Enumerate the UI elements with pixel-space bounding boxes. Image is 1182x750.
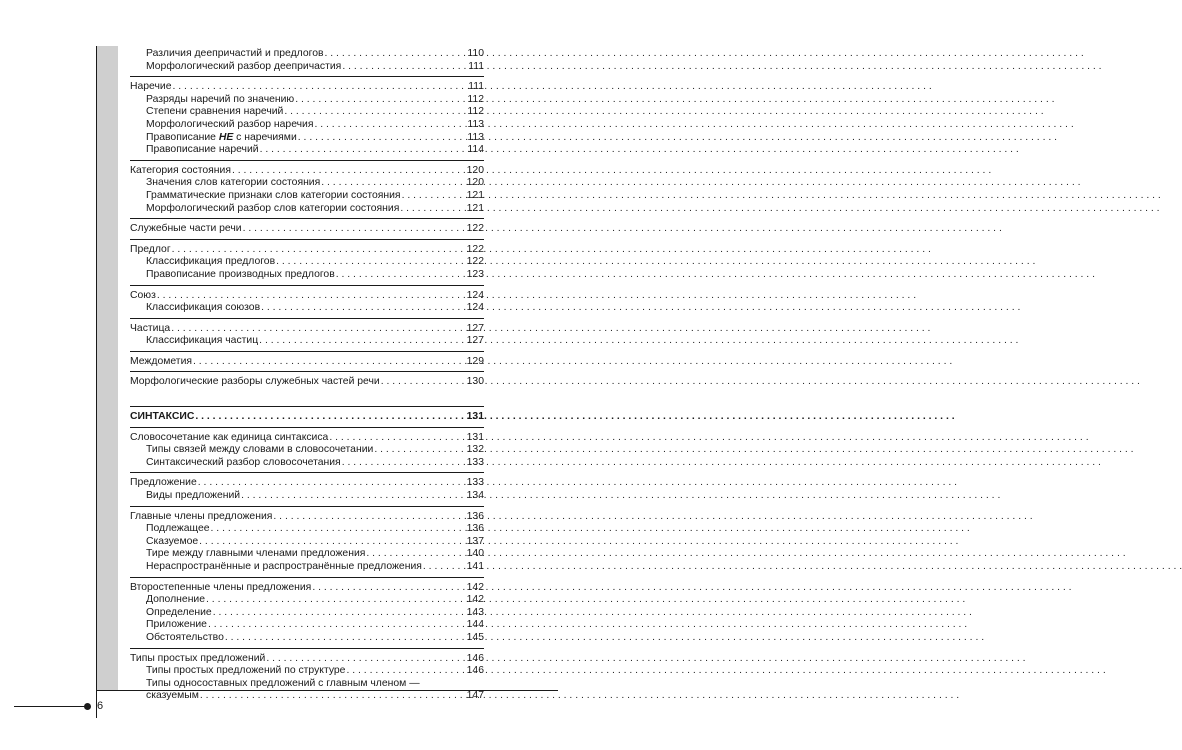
toc-page-number: 131	[466, 411, 484, 423]
dot-leader	[329, 432, 465, 445]
section-divider	[130, 76, 484, 77]
dot-leader	[342, 457, 466, 470]
toc-page-number: 111	[468, 60, 484, 72]
toc-entry-title: СИНТАКСИС	[130, 411, 195, 423]
dot-leader	[295, 94, 466, 107]
toc-entry-title: Морфологический разбор слов категории состояния	[146, 202, 400, 214]
section-divider	[130, 427, 484, 428]
toc-page-number: 122	[466, 243, 484, 255]
section-divider	[130, 648, 484, 649]
page-number: 6	[97, 700, 104, 712]
section-divider	[130, 406, 484, 407]
dot-leader	[241, 490, 466, 503]
toc-page-number: 130	[466, 376, 484, 388]
toc-subentry[interactable]	[130, 607, 484, 620]
toc-page-number: 136	[466, 523, 484, 535]
toc-entry[interactable]	[130, 356, 484, 369]
toc-entry[interactable]	[130, 432, 484, 445]
toc-page-number: 133	[466, 456, 484, 468]
section-divider	[130, 577, 484, 578]
toc-page-number: 120	[466, 164, 484, 176]
toc-page-number: 146	[466, 652, 484, 664]
toc-entry-title: Тире между главными членами предложения	[146, 548, 366, 560]
toc-entry-title: Типы простых предложений	[130, 652, 266, 664]
toc-entry-title: Определение	[146, 606, 212, 618]
dot-leader	[346, 665, 465, 678]
dot-leader	[342, 61, 467, 74]
toc-entry[interactable]	[130, 511, 484, 524]
toc-entry-title: Морфологический разбор наречия	[146, 118, 314, 130]
dot-leader	[273, 511, 465, 524]
toc-page-number: 146	[466, 665, 484, 677]
toc-subentry[interactable]	[130, 269, 484, 282]
dot-leader	[171, 323, 465, 336]
toc-page-number: 143	[466, 606, 484, 618]
dot-leader	[402, 190, 466, 203]
toc-entry-title: Правописание производных предлогов	[146, 268, 335, 280]
dot-leader	[261, 302, 466, 315]
toc-entry-title: Сказуемое	[146, 535, 199, 547]
dot-leader	[195, 411, 465, 424]
toc-subentry[interactable]	[130, 94, 484, 107]
toc-entry-title: Синтаксический разбор словосочетания	[146, 456, 341, 468]
toc-entry[interactable]	[130, 376, 484, 389]
toc-subentry[interactable]	[130, 48, 484, 61]
toc-subentry[interactable]	[130, 632, 484, 645]
toc-entry-title: Категория состояния	[130, 164, 231, 176]
section-divider	[130, 160, 484, 161]
toc-subentry[interactable]	[130, 256, 484, 269]
toc-page-number: 140	[466, 548, 484, 560]
toc-page-number: 124	[466, 302, 484, 314]
toc-entry[interactable]	[130, 223, 484, 236]
dot-leader	[211, 523, 466, 536]
toc-subentry[interactable]	[130, 335, 484, 348]
dot-leader	[266, 653, 465, 666]
toc-entry-title: Степени сравнения наречий	[146, 106, 284, 118]
dot-leader	[312, 582, 465, 595]
toc-entry-title: Правописание НЕ с наречиями	[146, 131, 297, 143]
section-divider	[130, 318, 484, 319]
toc-page-number: 142	[466, 594, 484, 606]
toc-subentry[interactable]	[130, 119, 484, 132]
toc-page-number: 120	[466, 177, 484, 189]
toc-page-number: 132	[466, 444, 484, 456]
dot-leader	[208, 619, 466, 632]
dot-leader	[193, 356, 466, 369]
left-margin-rule	[96, 46, 97, 718]
toc-entry-title: Типы связей между словами в словосочетании	[146, 444, 374, 456]
toc-entry-title: Виды предложений	[146, 490, 241, 502]
toc-subentry[interactable]	[130, 61, 484, 74]
toc-subentry[interactable]	[130, 561, 484, 574]
toc-subentry[interactable]	[130, 594, 484, 607]
dot-leader	[284, 106, 466, 119]
toc-page-number: 122	[466, 223, 484, 235]
toc-subentry[interactable]	[130, 457, 484, 470]
toc-page-number: 110	[467, 48, 484, 59]
toc-page-number: 123	[466, 268, 484, 280]
dot-leader	[198, 477, 466, 490]
toc-page-number: 121	[466, 189, 484, 201]
toc-subentry[interactable]	[130, 106, 484, 119]
toc-subentry[interactable]	[130, 144, 484, 157]
toc-entry-title: Типы простых предложений по структуре	[146, 665, 346, 677]
dot-leader	[325, 48, 467, 61]
section-divider	[130, 506, 484, 507]
toc-entry-title: Словосочетание как единица синтаксиса	[130, 431, 329, 443]
dot-leader	[260, 144, 467, 157]
toc-subentry[interactable]	[130, 190, 484, 203]
toc-entry-title: Различия деепричастий и предлогов	[146, 48, 324, 59]
dot-leader	[157, 290, 466, 303]
toc-entry-title: Правописание наречий	[146, 144, 259, 156]
dot-leader	[243, 223, 466, 236]
toc-entry[interactable]	[130, 582, 484, 595]
toc-entry[interactable]	[130, 165, 484, 178]
section-gap	[130, 389, 484, 403]
toc-page-number: 136	[466, 510, 484, 522]
toc-entry-title: Частица	[130, 322, 171, 334]
section-divider	[130, 371, 484, 372]
toc-entry-title: Обстоятельство	[146, 631, 224, 643]
toc-entry-title: Наречие	[130, 81, 172, 93]
toc-entry-title: Грамматические признаки слов категории состояния	[146, 189, 401, 201]
toc-page-number: 124	[466, 289, 484, 301]
toc-subentry[interactable]	[130, 536, 484, 549]
toc-entry-title: Классификация союзов	[146, 302, 261, 314]
toc-entry-title: Значения слов категории состояния	[146, 177, 321, 189]
toc-page-number: 113	[467, 131, 484, 143]
toc-entry[interactable]	[130, 477, 484, 490]
toc-page-number: 131	[466, 431, 484, 443]
toc-page-number: 114	[467, 144, 484, 156]
toc-page-number: 127	[466, 322, 484, 334]
toc-subentry[interactable]	[130, 302, 484, 315]
toc-entry-title: Классификация предлогов	[146, 256, 276, 268]
toc-entry-title: Нераспространённые и распространённые предложения	[146, 561, 422, 572]
toc-page-number: 137	[466, 535, 484, 547]
toc-entry-title: Классификация частиц	[146, 335, 259, 347]
dot-leader	[199, 536, 466, 549]
toc-page-number: 142	[466, 581, 484, 593]
section-divider	[130, 218, 484, 219]
footer-bullet-icon	[84, 703, 91, 710]
toc-entry[interactable]	[130, 653, 484, 666]
dot-leader	[213, 607, 466, 620]
toc-entry-title: Типы односоставных предложений с главным членом —	[146, 677, 420, 689]
toc-entry-title: Дополнение	[146, 594, 206, 606]
toc-page-number: 144	[466, 619, 484, 631]
toc-entry-title: Предлог	[130, 243, 171, 255]
dot-leader	[366, 548, 465, 561]
toc-entry-title: Союз	[130, 289, 156, 301]
toc-subentry[interactable]	[130, 444, 484, 457]
toc-entry[interactable]	[130, 290, 484, 303]
toc-subentry[interactable]	[130, 665, 484, 678]
toc-page-number: 112	[467, 106, 484, 118]
dot-leader	[381, 376, 466, 389]
dot-leader	[232, 165, 466, 178]
footer-line	[14, 706, 88, 707]
toc-entry-title: Главные члены предложения	[130, 510, 273, 522]
toc-page-number: 112	[467, 93, 484, 105]
toc-page-number: 113	[467, 118, 484, 130]
toc-entry-title: Подлежащее	[146, 523, 210, 535]
dot-leader	[314, 119, 466, 132]
toc-page-number: 134	[466, 490, 484, 502]
dot-leader	[276, 256, 466, 269]
dot-leader	[298, 132, 467, 145]
toc-subentry[interactable]	[130, 490, 484, 503]
toc-entry[interactable]	[130, 411, 484, 424]
section-divider	[130, 285, 484, 286]
toc-page-number: 121	[466, 202, 484, 214]
toc-subentry[interactable]	[130, 177, 484, 190]
dot-leader	[225, 632, 466, 645]
toc-page-number: 141	[466, 561, 484, 572]
toc-entry-title: Разряды наречий по значению	[146, 93, 295, 105]
dot-leader	[173, 81, 468, 94]
toc-subentry[interactable]	[130, 690, 484, 703]
dot-leader	[374, 444, 465, 457]
toc-entry[interactable]	[130, 244, 484, 257]
toc-entry-title: Приложение	[146, 619, 207, 631]
section-divider	[130, 351, 484, 352]
toc-page-number: 133	[466, 477, 484, 489]
toc-page-number: 127	[466, 335, 484, 347]
toc-entry-title: Междометия	[130, 355, 192, 367]
table-of-contents	[130, 48, 484, 703]
toc-subentry[interactable]	[130, 678, 484, 691]
toc-entry-title: Второстепенные члены предложения	[130, 581, 312, 593]
toc-entry[interactable]	[130, 81, 484, 94]
toc-subentry[interactable]	[130, 132, 484, 145]
toc-subentry[interactable]	[130, 548, 484, 561]
section-divider	[130, 239, 484, 240]
toc-page-number: 122	[466, 256, 484, 268]
toc-subentry[interactable]	[130, 619, 484, 632]
toc-entry-title: Предложение	[130, 477, 197, 489]
toc-page-number: 145	[466, 631, 484, 643]
toc-page-number: 129	[466, 355, 484, 367]
toc-page-number: 111	[468, 81, 484, 93]
dot-leader	[206, 594, 466, 607]
dot-leader	[321, 177, 465, 190]
section-divider	[130, 472, 484, 473]
toc-page-number: 147	[466, 690, 484, 702]
dot-leader	[336, 269, 466, 282]
margin-strip	[96, 46, 118, 690]
dot-leader	[423, 561, 466, 574]
dot-leader	[172, 244, 466, 257]
dot-leader	[200, 690, 466, 703]
toc-subentry[interactable]	[130, 203, 484, 216]
toc-entry[interactable]	[130, 323, 484, 336]
toc-entry-title: Морфологические разборы служебных частей речи	[130, 376, 380, 388]
toc-entry-title: сказуемым	[146, 690, 199, 702]
toc-subentry[interactable]	[130, 523, 484, 536]
toc-entry-title: Служебные части речи	[130, 223, 242, 235]
dot-leader	[400, 203, 465, 216]
dot-leader	[259, 335, 465, 348]
toc-entry-title: Морфологический разбор деепричастия	[146, 60, 342, 72]
